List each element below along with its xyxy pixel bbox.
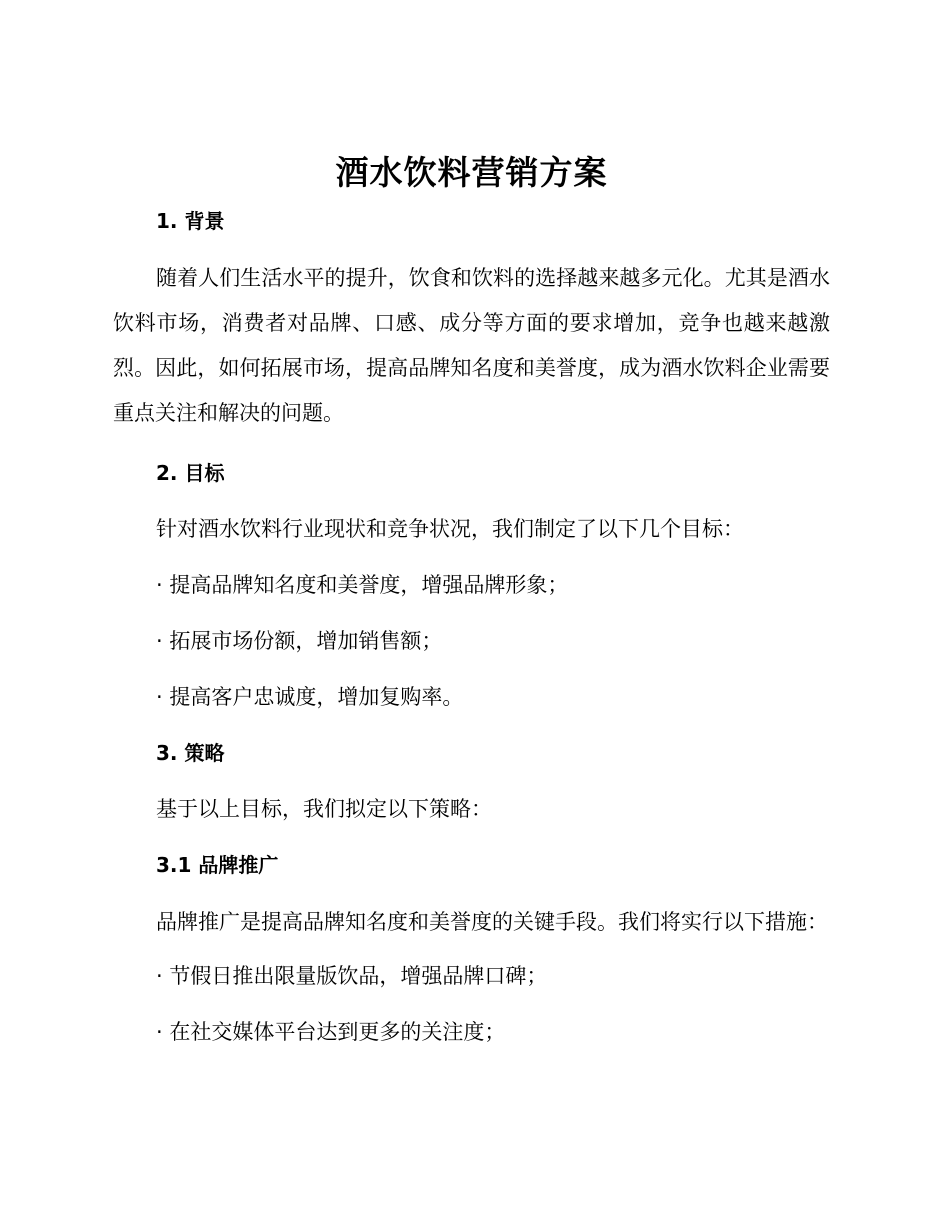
- goal-item: · 拓展市场份额，增加销售额；: [156, 629, 443, 653]
- goal-item: · 提高客户忠诚度，增加复购率。: [156, 685, 464, 709]
- spacer: [113, 712, 830, 738]
- spacer: [113, 656, 830, 682]
- document-body: [113, 150, 830, 1047]
- goal-item: · 提高品牌知名度和美誉度，增强品牌形象；: [156, 573, 569, 597]
- section-heading-background: 1. 背景: [156, 209, 225, 233]
- brand-promotion-paragraph: 品牌推广是提高品牌知名度和美誉度的关键手段。我们将实行以下措施：: [156, 910, 828, 934]
- spacer: [113, 880, 830, 900]
- subsection-heading-brand-promotion: 3.1 品牌推广: [156, 853, 279, 877]
- spacer: [113, 945, 830, 961]
- spacer: [113, 436, 830, 458]
- spacer: [113, 768, 830, 794]
- spacer: [113, 600, 830, 626]
- goals-intro: 针对酒水饮料行业现状和竞争状况，我们制定了以下几个目标：: [156, 517, 744, 541]
- spacer: [113, 236, 830, 256]
- spacer: [113, 991, 830, 1017]
- background-paragraph: 随着人们生活水平的提升，饮食和饮料的选择越来越多元化。尤其是酒水饮料市场，消费者对品牌、口感、成分等方面的要求增加，竞争也越来越激烈。因此，如何拓展市场，提高品牌知名度和美誉度，成为酒水饮料企业需要重点关注和解决的问题。: [113, 266, 830, 425]
- spacer: [113, 824, 830, 850]
- section-heading-strategy: 3. 策略: [156, 741, 225, 765]
- document-title: 酒水饮料营销方案: [335, 153, 608, 192]
- brand-promotion-item: · 在社交媒体平台达到更多的关注度；: [156, 1020, 506, 1044]
- section-heading-goals: 2. 目标: [156, 461, 225, 485]
- strategy-intro: 基于以上目标，我们拟定以下策略：: [156, 797, 492, 821]
- spacer: [113, 544, 830, 570]
- spacer: [113, 488, 830, 514]
- brand-promotion-item: · 节假日推出限量版饮品，增强品牌口碑；: [156, 964, 548, 988]
